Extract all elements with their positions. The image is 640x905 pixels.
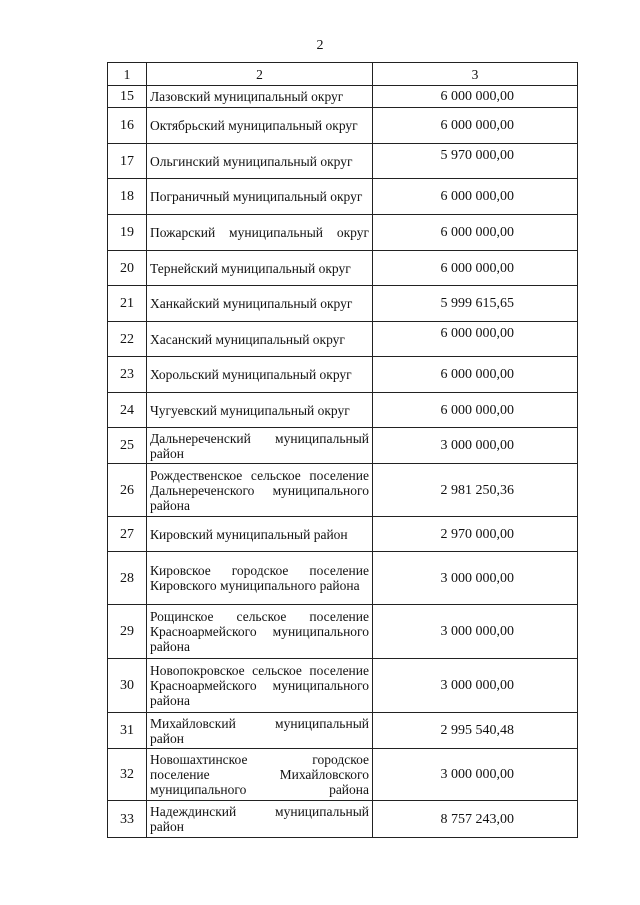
table-row [108, 659, 578, 713]
table-row [108, 357, 578, 393]
row-number: 28 [108, 552, 147, 605]
municipality-name: Новопокровское сельское поселение Красноармейского муниципального района [147, 659, 373, 713]
amount-value: 3 000 000,00 [373, 605, 578, 659]
row-number: 16 [108, 108, 147, 144]
amount-value: 6 000 000,00 [373, 179, 578, 215]
table-row [108, 144, 578, 179]
row-number: 26 [108, 464, 147, 517]
amount-value: 2 995 540,48 [373, 713, 578, 749]
municipality-name: Лазовский муниципальный округ [147, 86, 373, 108]
municipality-name: Тернейский муниципальный округ [147, 251, 373, 286]
amount-value: 3 000 000,00 [373, 428, 578, 464]
amount-value: 6 000 000,00 [373, 393, 578, 428]
amount-value: 2 981 250,36 [373, 464, 578, 517]
table-row [108, 286, 578, 322]
amount-value: 3 000 000,00 [373, 552, 578, 605]
table-row [108, 86, 578, 108]
column-header-amount: 3 [373, 63, 578, 86]
municipality-name: Дальнереченский муниципальный район [147, 428, 373, 464]
table-row [108, 713, 578, 749]
municipality-name: Рождественское сельское поселение Дальнереченского муниципального района [147, 464, 373, 517]
table-row [108, 251, 578, 286]
row-number: 27 [108, 517, 147, 552]
municipality-name: Рощинское сельское поселение Красноармейского муниципального района [147, 605, 373, 659]
municipality-name: Кировское городское поселение Кировского муниципального района [147, 552, 373, 605]
table-row [108, 749, 578, 801]
row-number: 29 [108, 605, 147, 659]
row-number: 17 [108, 144, 147, 179]
municipality-name: Новошахтинское городское поселение Михайловского муниципального района [147, 749, 373, 801]
amount-value: 3 000 000,00 [373, 659, 578, 713]
table-row [108, 215, 578, 251]
amount-value: 5 970 000,00 [373, 144, 578, 179]
row-number: 15 [108, 86, 147, 108]
table-row [108, 108, 578, 144]
amount-value: 6 000 000,00 [373, 357, 578, 393]
table-row [108, 393, 578, 428]
row-number: 31 [108, 713, 147, 749]
municipality-name: Пограничный муниципальный округ [147, 179, 373, 215]
table-row [108, 605, 578, 659]
column-header-name: 2 [147, 63, 373, 86]
municipality-name: Октябрьский муниципальный округ [147, 108, 373, 144]
amount-value: 6 000 000,00 [373, 251, 578, 286]
municipality-name: Ольгинский муниципальный округ [147, 144, 373, 179]
table-row [108, 517, 578, 552]
table-row [108, 552, 578, 605]
municipality-name: Кировский муниципальный район [147, 517, 373, 552]
row-number: 21 [108, 286, 147, 322]
row-number: 22 [108, 322, 147, 357]
amount-value: 3 000 000,00 [373, 749, 578, 801]
amount-value: 6 000 000,00 [373, 86, 578, 108]
row-number: 33 [108, 801, 147, 838]
municipality-name: Ханкайский муниципальный округ [147, 286, 373, 322]
table-row [108, 179, 578, 215]
row-number: 30 [108, 659, 147, 713]
row-number: 25 [108, 428, 147, 464]
row-number: 19 [108, 215, 147, 251]
amount-value: 2 970 000,00 [373, 517, 578, 552]
table-row [108, 428, 578, 464]
municipality-name: Хорольский муниципальный округ [147, 357, 373, 393]
table-row [108, 464, 578, 517]
municipality-name: Михайловский муниципальный район [147, 713, 373, 749]
municipality-name: Пожарский муниципальный округ [147, 215, 373, 251]
allocation-table [107, 62, 578, 838]
municipality-name: Чугуевский муниципальный округ [147, 393, 373, 428]
table-row [108, 322, 578, 357]
table-header-row [108, 63, 578, 86]
municipality-name: Хасанский муниципальный округ [147, 322, 373, 357]
amount-value: 5 999 615,65 [373, 286, 578, 322]
table-row [108, 801, 578, 838]
amount-value: 8 757 243,00 [373, 801, 578, 838]
row-number: 18 [108, 179, 147, 215]
row-number: 32 [108, 749, 147, 801]
row-number: 20 [108, 251, 147, 286]
amount-value: 6 000 000,00 [373, 108, 578, 144]
municipality-name: Надеждинский муниципальный район [147, 801, 373, 838]
page-number: 2 [316, 38, 324, 53]
row-number: 24 [108, 393, 147, 428]
column-header-number: 1 [108, 63, 147, 86]
row-number: 23 [108, 357, 147, 393]
amount-value: 6 000 000,00 [373, 215, 578, 251]
amount-value: 6 000 000,00 [373, 322, 578, 357]
